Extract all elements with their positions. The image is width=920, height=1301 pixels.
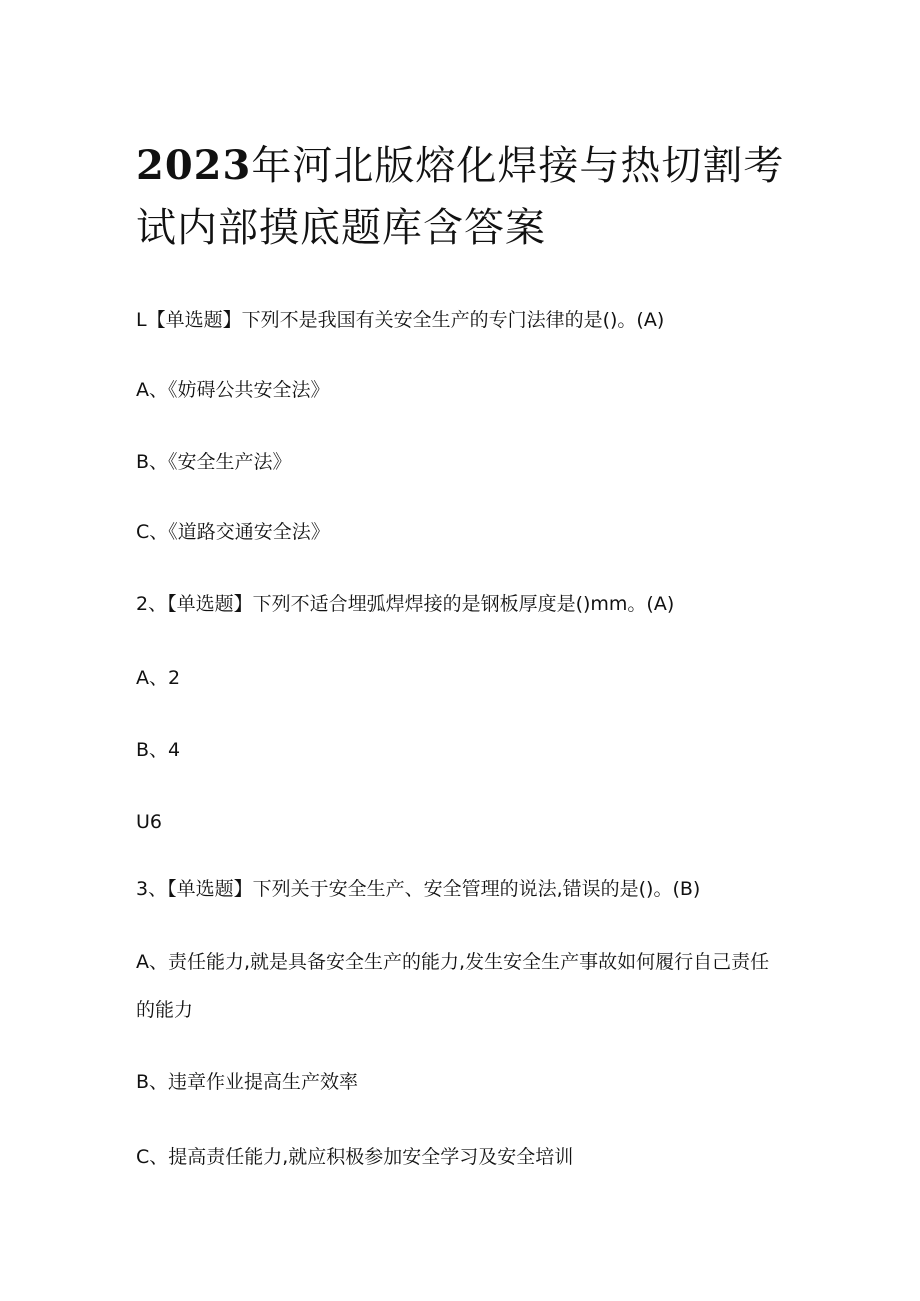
title-year: 2023 — [136, 142, 252, 189]
question-2-option-b: B、4 — [136, 739, 181, 761]
question-3-option-c: C、提高责任能力,就应积极参加安全学习及安全培训 — [136, 1146, 574, 1168]
question-2-option-a: A、2 — [136, 667, 181, 689]
question-3: 3、【单选题】下列关于安全生产、安全管理的说法,错误的是()。(B) — [136, 878, 701, 900]
question-1-option-a: A、《妨碍公共安全法》 — [136, 379, 330, 401]
document-title — [136, 135, 796, 259]
question-3-option-b: B、违章作业提高生产效率 — [136, 1071, 359, 1093]
question-1-option-c: C、《道路交通安全法》 — [136, 521, 330, 543]
question-1: L【单选题】下列不是我国有关安全生产的专门法律的是()。(A) — [136, 309, 665, 331]
title-text: 年河北版熔化焊接与热切割考试内部摸底题库含答案 — [136, 143, 785, 251]
question-3-option-a: A、责任能力,就是具备安全生产的能力,发生安全生产事故如何履行自己责任的能力 — [136, 951, 770, 1021]
question-2: 2、【单选题】下列不适合埋弧焊焊接的是钢板厚度是()mm。(A) — [136, 593, 675, 615]
question-1-option-b: B、《安全生产法》 — [136, 451, 292, 473]
question-2-option-c: U6 — [136, 811, 162, 833]
